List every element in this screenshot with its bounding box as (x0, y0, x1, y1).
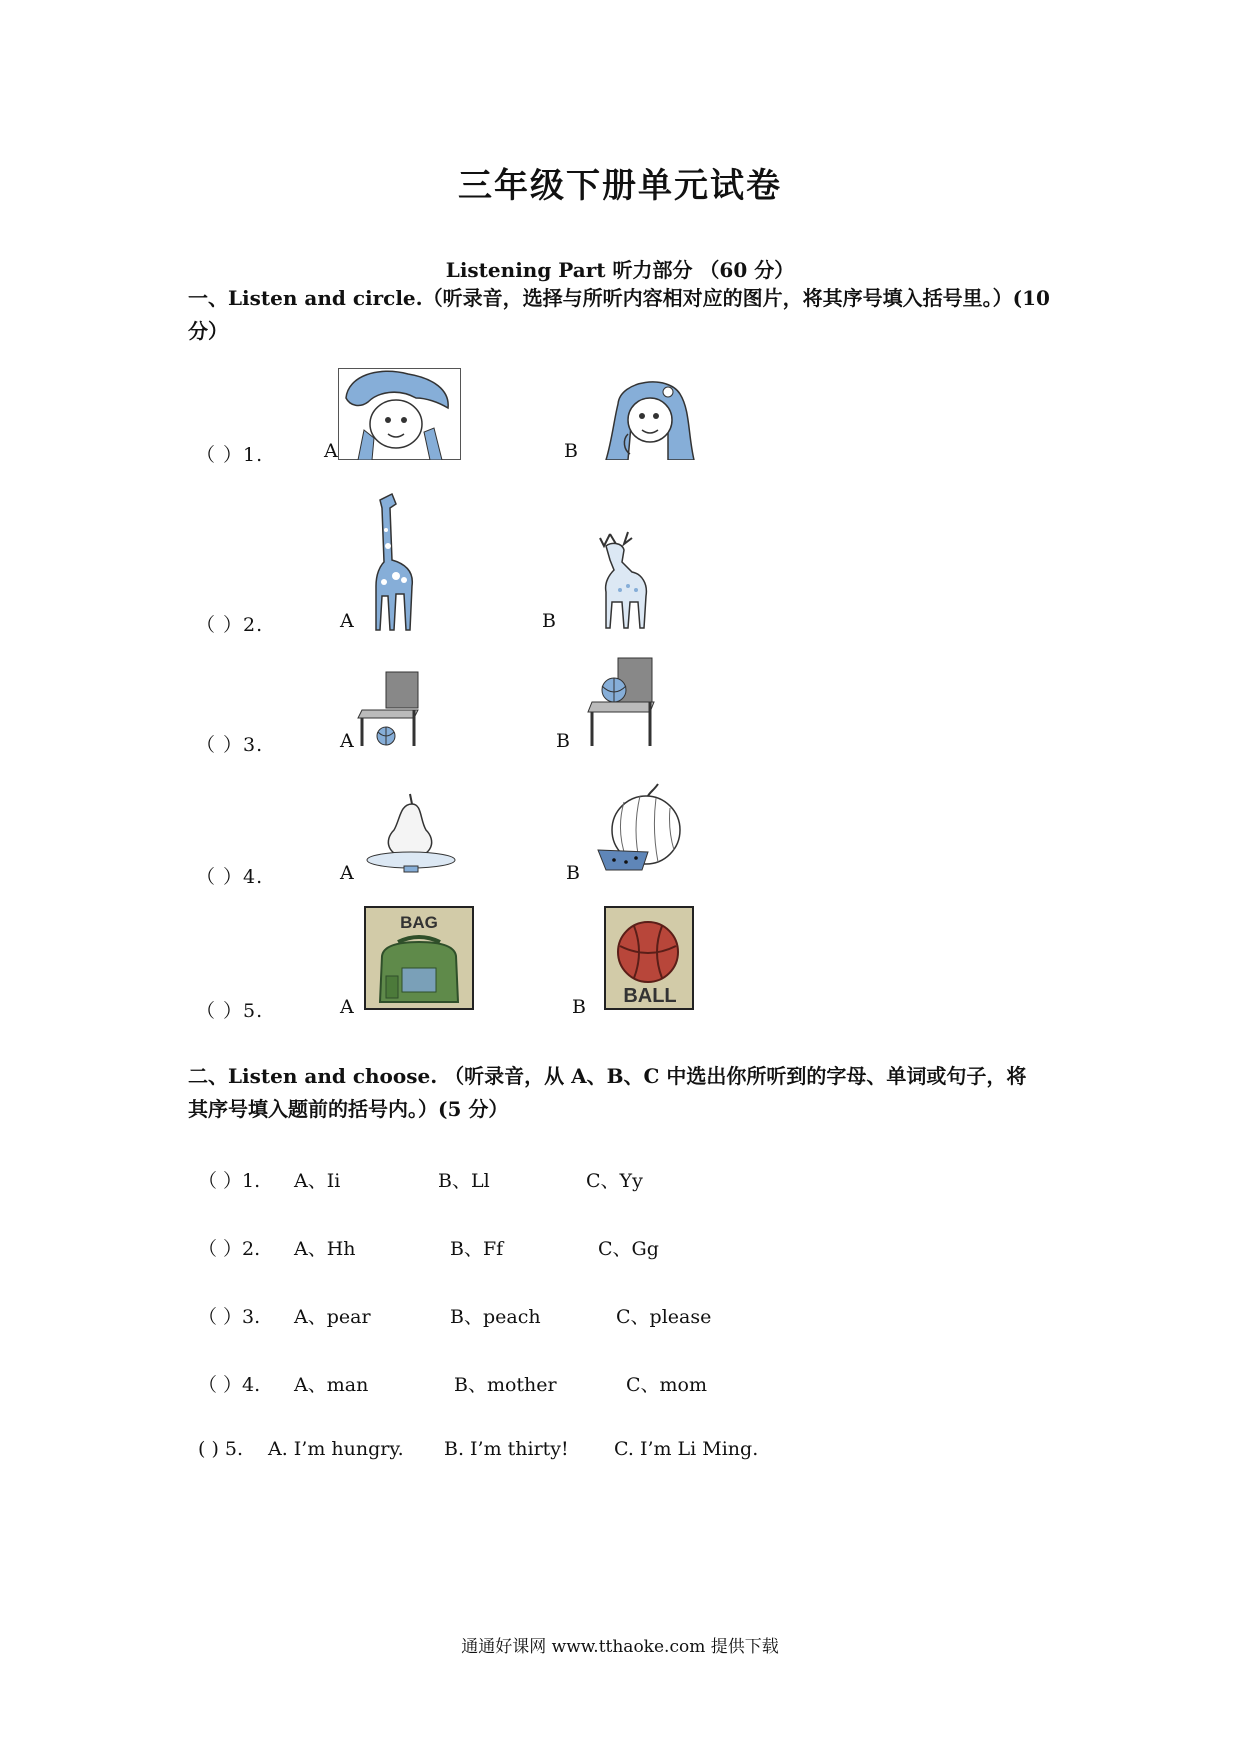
ball-icon[interactable] (604, 906, 694, 1010)
section2-instruction-line2: 其序号填入题前的括号内。）(5 分） (188, 1097, 509, 1121)
s1-q4-option-b-label: B (566, 862, 580, 884)
s1-q3-option-b-label: B (556, 730, 570, 752)
s1-q3-option-a-label: A (340, 730, 354, 752)
s2-q2-option-b: B、Ff (450, 1238, 504, 1260)
section1-instruction (188, 282, 1058, 348)
section1-instruction-line2: 分） (188, 319, 228, 343)
s2-q1-option-b: B、Ll (438, 1170, 490, 1192)
listening-part-header: Listening Part 听力部分 （60 分） (445, 258, 795, 282)
s2-q4-number: （ ）4. (198, 1374, 261, 1396)
ball-under-chair-icon[interactable] (356, 670, 430, 746)
s2-q1-number: （ ）1. (198, 1170, 261, 1192)
s1-q2-option-a-label: A (340, 610, 354, 632)
s1-q4-option-a-label: A (340, 862, 354, 884)
ball-on-chair-icon[interactable] (586, 656, 666, 746)
girl-with-hat-icon[interactable] (338, 368, 461, 460)
s2-q3-number: （ ）3. (198, 1306, 261, 1328)
s1-q1-option-b-label: B (564, 440, 578, 462)
s2-q4-option-a: A、man (294, 1374, 369, 1396)
s2-q5-option-a: A. I’m hungry. (268, 1438, 404, 1460)
s1-question-5-number: （ ）5. (196, 1000, 264, 1022)
giraffe-icon[interactable] (362, 490, 426, 632)
s1-question-2-number: （ ）2. (196, 614, 264, 636)
s1-q5-option-a-label: A (340, 996, 354, 1018)
watermelon-icon[interactable] (596, 780, 682, 876)
section2-instruction (188, 1060, 1058, 1126)
s2-q2-option-a: A、Hh (294, 1238, 356, 1260)
page-title: 三年级下册单元试卷 (458, 166, 782, 206)
s1-q5-option-b-label: B (572, 996, 586, 1018)
s2-q5-number: ( ) 5. (198, 1438, 244, 1460)
s1-question-3-number: （ ）3. (196, 734, 264, 756)
s2-q4-option-c: C、mom (626, 1374, 708, 1396)
ball-word: BALL (623, 985, 677, 1007)
deer-icon[interactable] (580, 530, 656, 630)
s2-q2-option-c: C、Gg (598, 1238, 659, 1260)
s1-q2-option-b-label: B (542, 610, 556, 632)
section2-instruction-line1: 二、Listen and choose. （听录音，从 A、B、C 中选出你所听到的字母、单词或句子，将 (188, 1064, 1027, 1088)
s1-question-4-number: （ ）4. (196, 866, 264, 888)
s2-q2-number: （ ）2. (198, 1238, 261, 1260)
bag-word: BAG (400, 913, 438, 932)
s2-q3-option-b: B、peach (450, 1306, 541, 1328)
section1-instruction-line1: 一、Listen and circle.（听录音，选择与所听内容相对应的图片，将其序号填入括号里。）(10 (188, 286, 1050, 310)
s2-q4-option-b: B、mother (454, 1374, 557, 1396)
bag-icon[interactable] (364, 906, 474, 1010)
pear-icon[interactable] (364, 790, 458, 874)
s2-q5-option-c: C. I’m Li Ming. (614, 1438, 759, 1460)
s2-q5-option-b: B. I’m thirty! (444, 1438, 569, 1460)
s2-q1-option-c: C、Yy (586, 1170, 643, 1192)
s2-q1-option-a: A、Ii (294, 1170, 341, 1192)
s1-question-1-number: （ ）1. (196, 444, 264, 466)
s1-q1-option-a-label: A (324, 440, 338, 462)
s2-q3-option-c: C、please (616, 1306, 712, 1328)
s2-q3-option-a: A、pear (294, 1306, 371, 1328)
footer-credit: 通通好课网 www.tthaoke.com 提供下载 (461, 1637, 779, 1657)
girl-with-long-hair-icon[interactable] (598, 374, 698, 460)
